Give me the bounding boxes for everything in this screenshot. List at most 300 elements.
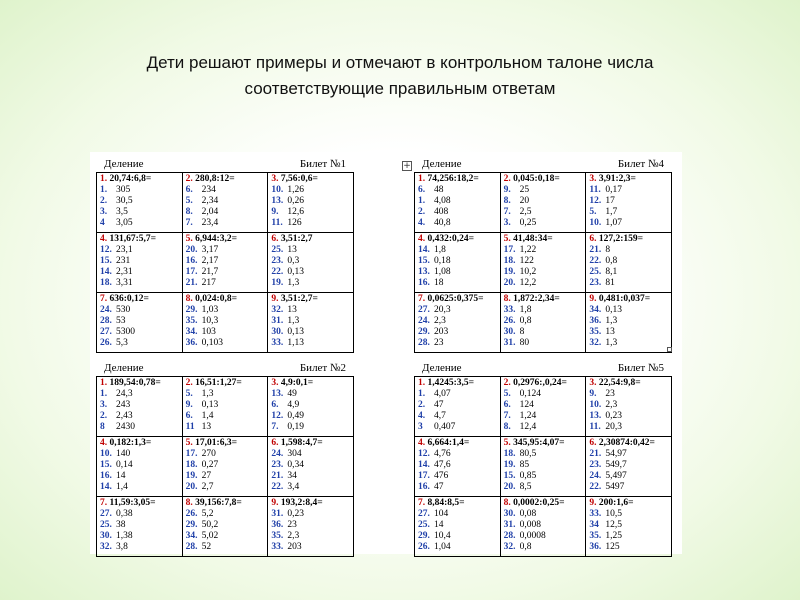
answer-option bbox=[504, 520, 586, 531]
task-number: 4. bbox=[418, 234, 426, 244]
answer-value: 20,3 bbox=[605, 422, 622, 432]
task-expression bbox=[589, 294, 671, 305]
answer-option bbox=[418, 185, 500, 196]
ticket-header bbox=[96, 360, 354, 376]
answer-key: 26. bbox=[418, 542, 430, 552]
answer-value: 2,5 bbox=[519, 207, 532, 217]
answer-key: 36. bbox=[589, 316, 602, 326]
answer-value: 1,3 bbox=[287, 316, 300, 326]
answer-option bbox=[418, 256, 500, 267]
answer-option bbox=[271, 267, 353, 278]
task-expression bbox=[504, 234, 586, 245]
task-cell bbox=[415, 293, 501, 353]
ticket-row bbox=[415, 293, 672, 353]
task-number: 4. bbox=[418, 438, 426, 448]
answer-key: 1. bbox=[100, 185, 108, 195]
answer-option bbox=[100, 400, 182, 411]
answer-value: 4,7 bbox=[434, 411, 446, 421]
task-text: 3,51:2,7= bbox=[280, 294, 318, 304]
answer-key: 30. bbox=[100, 531, 112, 541]
answer-value: 3,17 bbox=[201, 245, 219, 255]
task-expression bbox=[271, 438, 353, 449]
task-expression bbox=[504, 438, 586, 449]
task-cell bbox=[268, 437, 354, 497]
answer-value: 1,04 bbox=[434, 542, 451, 552]
answer-key: 16. bbox=[100, 471, 112, 481]
ticket-header bbox=[96, 156, 354, 172]
answer-value: 0,34 bbox=[287, 460, 304, 470]
task-text: 200:1,6= bbox=[598, 498, 634, 508]
task-cell bbox=[97, 497, 183, 557]
answer-value: 1,4 bbox=[201, 411, 214, 421]
answer-value: 1,8 bbox=[519, 305, 532, 315]
answer-option bbox=[186, 542, 268, 553]
answer-option bbox=[100, 460, 182, 471]
answer-key: 20. bbox=[503, 278, 516, 288]
task-text: 11,59:3,05= bbox=[109, 498, 156, 508]
answer-value: 0,13 bbox=[605, 305, 622, 315]
answer-key: 20. bbox=[503, 482, 516, 492]
answer-key: 22. bbox=[589, 256, 602, 266]
answer-option bbox=[589, 460, 671, 471]
answer-value: 23 bbox=[605, 389, 615, 399]
answer-value: 0,19 bbox=[287, 422, 304, 432]
answer-key: 34. bbox=[185, 327, 198, 337]
answer-value: 2,31 bbox=[116, 267, 133, 277]
answer-option bbox=[418, 531, 500, 542]
answer-key: 20. bbox=[185, 245, 198, 255]
answer-option bbox=[418, 542, 500, 553]
answer-key: 3 bbox=[418, 422, 423, 432]
answer-key: 21. bbox=[185, 278, 198, 288]
answer-value: 0,0008 bbox=[519, 531, 546, 541]
answer-key: 30. bbox=[503, 509, 516, 519]
task-text: 636:0,12= bbox=[109, 294, 149, 304]
answer-key: 7. bbox=[271, 422, 279, 432]
answer-value: 0,23 bbox=[605, 411, 622, 421]
answer-key: 11. bbox=[589, 422, 601, 432]
task-cell bbox=[501, 293, 587, 353]
ticket-row bbox=[97, 233, 354, 293]
answer-value: 1,24 bbox=[519, 411, 537, 421]
answer-option bbox=[418, 278, 500, 289]
answer-option bbox=[271, 531, 353, 542]
answer-key: 17. bbox=[185, 449, 198, 459]
answer-value: 1,22 bbox=[519, 245, 537, 255]
answer-key: 3. bbox=[100, 400, 108, 410]
answer-value: 0,85 bbox=[519, 471, 537, 481]
answer-key: 7. bbox=[185, 218, 193, 228]
answer-option bbox=[271, 278, 353, 289]
answer-option bbox=[589, 245, 671, 256]
answer-key: 23. bbox=[589, 278, 602, 288]
task-cell bbox=[183, 233, 269, 293]
answer-key: 8. bbox=[503, 196, 511, 206]
answer-key: 12. bbox=[271, 411, 284, 421]
answer-option bbox=[504, 196, 586, 207]
answer-option bbox=[271, 482, 353, 493]
answer-option bbox=[418, 411, 500, 422]
ticket-1 bbox=[96, 156, 354, 353]
answer-key: 23. bbox=[589, 460, 602, 470]
answer-key: 13. bbox=[589, 411, 602, 421]
answer-key: 10. bbox=[589, 400, 602, 410]
answer-key: 19. bbox=[503, 460, 516, 470]
answer-key: 2. bbox=[418, 400, 426, 410]
answer-key: 30. bbox=[271, 327, 284, 337]
answer-value: 10,5 bbox=[605, 509, 622, 519]
answer-key: 33. bbox=[503, 305, 516, 315]
answer-key: 11 bbox=[185, 422, 195, 432]
answer-value: 24,3 bbox=[116, 389, 133, 399]
answer-value: 1,03 bbox=[201, 305, 219, 315]
answer-value: 243 bbox=[116, 400, 131, 410]
answer-value: 1,7 bbox=[605, 207, 618, 217]
answer-key: 4 bbox=[100, 218, 105, 228]
task-expression bbox=[186, 294, 268, 305]
answer-value: 8 bbox=[519, 327, 525, 337]
answer-option bbox=[589, 471, 671, 482]
answer-value: 5,02 bbox=[201, 531, 219, 541]
task-expression bbox=[504, 378, 586, 389]
task-number: 2. bbox=[503, 378, 511, 388]
answer-value: 4,9 bbox=[287, 400, 300, 410]
answer-option bbox=[418, 305, 500, 316]
answer-value: 0,124 bbox=[519, 389, 542, 399]
answer-value: 0,26 bbox=[287, 196, 304, 206]
task-expression bbox=[418, 378, 500, 389]
answer-option bbox=[589, 278, 671, 289]
answer-key: 36. bbox=[185, 338, 198, 348]
answer-value: 8,5 bbox=[519, 482, 532, 492]
answer-key: 19. bbox=[503, 267, 516, 277]
answer-key: 8. bbox=[503, 422, 511, 432]
answer-option bbox=[589, 316, 671, 327]
answer-value: 0,13 bbox=[287, 267, 304, 277]
answer-key: 33. bbox=[589, 509, 602, 519]
answer-value: 126 bbox=[287, 218, 302, 228]
move-handle-icon[interactable]: + bbox=[403, 161, 411, 171]
task-text: 131,67:5,7= bbox=[109, 234, 157, 244]
answer-key: 27. bbox=[100, 327, 112, 337]
answer-key: 36. bbox=[271, 520, 284, 530]
answer-key: 21. bbox=[589, 245, 602, 255]
answer-value: 0,08 bbox=[519, 509, 537, 519]
task-cell bbox=[415, 437, 501, 497]
answer-option bbox=[186, 449, 268, 460]
task-expression bbox=[589, 438, 671, 449]
answer-key: 14. bbox=[418, 245, 430, 255]
answer-value: 0,23 bbox=[287, 509, 304, 519]
task-number: 7. bbox=[100, 498, 108, 508]
task-expression bbox=[186, 498, 268, 509]
task-number: 6. bbox=[271, 234, 279, 244]
answer-value: 14 bbox=[116, 471, 126, 481]
answer-value: 203 bbox=[434, 327, 449, 337]
answer-key: 3. bbox=[100, 207, 108, 217]
task-text: 0,045:0,18= bbox=[513, 174, 560, 184]
answer-option bbox=[504, 460, 586, 471]
answer-option bbox=[504, 389, 586, 400]
answer-value: 5300 bbox=[116, 327, 135, 337]
answer-value: 0,17 bbox=[605, 185, 622, 195]
answer-value: 217 bbox=[201, 278, 216, 288]
task-number: 2. bbox=[185, 378, 193, 388]
resize-handle-icon[interactable] bbox=[667, 347, 672, 352]
answer-value: 4,08 bbox=[434, 196, 451, 206]
answer-option bbox=[186, 245, 268, 256]
answer-option bbox=[504, 338, 586, 349]
answer-key: 11. bbox=[271, 218, 283, 228]
task-number: 8. bbox=[185, 294, 193, 304]
task-number: 3. bbox=[271, 174, 279, 184]
answer-value: 1,3 bbox=[287, 278, 300, 288]
task-number: 8. bbox=[185, 498, 193, 508]
answer-value: 10,3 bbox=[201, 316, 219, 326]
answer-value: 10,4 bbox=[434, 531, 451, 541]
answer-key: 12. bbox=[418, 449, 430, 459]
task-text: 0,432:0,24= bbox=[427, 234, 475, 244]
answer-key: 35. bbox=[589, 327, 602, 337]
answer-option bbox=[271, 411, 353, 422]
answer-option bbox=[186, 531, 268, 542]
answer-value: 38 bbox=[116, 520, 126, 530]
answer-value: 103 bbox=[201, 327, 216, 337]
answer-option bbox=[271, 471, 353, 482]
answer-value: 124 bbox=[519, 400, 534, 410]
answer-key: 1. bbox=[100, 389, 108, 399]
answer-value: 0,38 bbox=[116, 509, 133, 519]
answer-option bbox=[589, 305, 671, 316]
answer-key: 17. bbox=[185, 267, 198, 277]
answer-option bbox=[589, 449, 671, 460]
answer-value: 27 bbox=[201, 471, 212, 481]
task-text: 1,4245:3,5= bbox=[427, 378, 475, 388]
answer-value: 3,05 bbox=[116, 218, 133, 228]
task-number: 9. bbox=[271, 498, 279, 508]
answer-value: 12,5 bbox=[605, 520, 622, 530]
task-number: 2. bbox=[185, 174, 193, 184]
answer-key: 33. bbox=[271, 338, 284, 348]
answer-option bbox=[186, 520, 268, 531]
answer-option bbox=[186, 482, 268, 493]
answer-value: 2,17 bbox=[201, 256, 219, 266]
answer-option bbox=[271, 316, 353, 327]
task-number: 1. bbox=[418, 174, 426, 184]
task-expression bbox=[418, 294, 500, 305]
task-cell bbox=[501, 437, 587, 497]
ticket-row bbox=[415, 173, 672, 233]
answer-key: 34. bbox=[185, 531, 198, 541]
answer-option bbox=[271, 196, 353, 207]
ticket-number: Билет №5 bbox=[617, 362, 664, 374]
answer-value: 1,25 bbox=[605, 531, 622, 541]
task-text: 0,2976:,0,24= bbox=[513, 378, 567, 388]
answer-key: 31. bbox=[503, 520, 516, 530]
answer-key: 18. bbox=[100, 278, 112, 288]
answer-value: 48 bbox=[434, 185, 444, 195]
ticket-row bbox=[415, 377, 672, 437]
answer-option bbox=[271, 400, 353, 411]
task-number: 1. bbox=[100, 174, 108, 184]
task-cell bbox=[183, 293, 269, 353]
task-text: 41,48:34= bbox=[513, 234, 553, 244]
answer-value: 80,5 bbox=[519, 449, 537, 459]
answer-key: 23. bbox=[271, 256, 284, 266]
task-text: 0,0002:0,25= bbox=[513, 498, 565, 508]
answer-option bbox=[418, 196, 500, 207]
task-expression bbox=[504, 498, 586, 509]
task-expression bbox=[186, 438, 268, 449]
ticket-row bbox=[97, 497, 354, 557]
task-number: 5. bbox=[185, 234, 193, 244]
task-cell bbox=[415, 497, 501, 557]
answer-option bbox=[186, 389, 268, 400]
task-number: 3. bbox=[271, 378, 279, 388]
answer-value: 1,08 bbox=[434, 267, 451, 277]
answer-value: 0,25 bbox=[519, 218, 537, 228]
answer-option bbox=[186, 327, 268, 338]
task-number: 7. bbox=[418, 294, 426, 304]
answer-option bbox=[589, 338, 671, 349]
answer-option bbox=[504, 422, 586, 433]
answer-option bbox=[100, 422, 182, 433]
answer-value: 3,5 bbox=[116, 207, 128, 217]
answer-key: 16. bbox=[418, 278, 430, 288]
answer-option bbox=[100, 256, 182, 267]
answer-value: 122 bbox=[519, 256, 534, 266]
answer-option bbox=[589, 207, 671, 218]
answer-key: 20. bbox=[185, 482, 198, 492]
task-number: 3. bbox=[589, 174, 597, 184]
answer-option bbox=[100, 218, 182, 229]
answer-key: 15. bbox=[100, 460, 112, 470]
answer-value: 21,7 bbox=[201, 267, 219, 277]
answer-option bbox=[100, 411, 182, 422]
ticket-number: Билет №1 bbox=[299, 158, 346, 170]
answer-option bbox=[100, 509, 182, 520]
answer-key: 29. bbox=[418, 327, 430, 337]
task-expression bbox=[589, 234, 671, 245]
task-expression bbox=[271, 174, 353, 185]
answer-option bbox=[186, 471, 268, 482]
answer-option bbox=[589, 400, 671, 411]
answer-value: 5497 bbox=[605, 482, 625, 492]
answer-option bbox=[100, 327, 182, 338]
answer-option bbox=[100, 389, 182, 400]
answer-option bbox=[504, 267, 586, 278]
task-text: 7,56:0,6= bbox=[280, 174, 318, 184]
answer-key: 32. bbox=[503, 542, 516, 552]
answer-key: 13. bbox=[418, 267, 430, 277]
ticket-grid bbox=[414, 376, 672, 557]
task-text: 6,944:3,2= bbox=[195, 234, 237, 244]
answer-option bbox=[100, 278, 182, 289]
answer-option bbox=[418, 207, 500, 218]
answer-value: 1,4 bbox=[116, 482, 128, 492]
answer-key: 28. bbox=[418, 338, 430, 348]
answer-option bbox=[100, 245, 182, 256]
answer-value: 23 bbox=[287, 520, 297, 530]
answer-option bbox=[271, 245, 353, 256]
task-number: 7. bbox=[418, 498, 426, 508]
answer-option bbox=[186, 185, 268, 196]
task-number: 6. bbox=[589, 438, 597, 448]
answer-option bbox=[100, 542, 182, 553]
task-number: 1. bbox=[100, 378, 108, 388]
task-number: 4. bbox=[100, 234, 108, 244]
ticket-row bbox=[97, 377, 354, 437]
answer-value: 53 bbox=[116, 316, 126, 326]
title-line-2: соответствующие правильным ответам bbox=[244, 79, 556, 98]
answer-key: 27. bbox=[418, 305, 430, 315]
task-cell bbox=[268, 293, 354, 353]
answer-value: 12,4 bbox=[519, 422, 537, 432]
answer-value: 20 bbox=[519, 196, 530, 206]
task-number: 9. bbox=[589, 498, 597, 508]
task-expression bbox=[418, 438, 500, 449]
answer-value: 2,43 bbox=[116, 411, 133, 421]
ticket-subject: Деление bbox=[422, 362, 462, 374]
answer-value: 2,7 bbox=[201, 482, 214, 492]
answer-key: 28. bbox=[503, 531, 516, 541]
answer-value: 408 bbox=[434, 207, 449, 217]
task-text: 0,0625:0,375= bbox=[427, 294, 484, 304]
answer-key: 16. bbox=[418, 482, 430, 492]
task-number: 6. bbox=[271, 438, 279, 448]
answer-key: 3. bbox=[503, 218, 511, 228]
task-cell bbox=[586, 377, 672, 437]
answer-value: 530 bbox=[116, 305, 131, 315]
answer-option bbox=[271, 305, 353, 316]
answer-option bbox=[418, 449, 500, 460]
answer-value: 0,8 bbox=[605, 256, 618, 266]
answer-option bbox=[418, 460, 500, 471]
answer-key: 9. bbox=[503, 185, 511, 195]
task-cell bbox=[183, 377, 269, 437]
answer-option bbox=[589, 185, 671, 196]
answer-option bbox=[186, 267, 268, 278]
answer-value: 18 bbox=[434, 278, 444, 288]
answer-value: 0,14 bbox=[116, 460, 133, 470]
task-text: 3,91:2,3= bbox=[598, 174, 636, 184]
answer-key: 7. bbox=[503, 411, 511, 421]
answer-option bbox=[589, 389, 671, 400]
answer-value: 231 bbox=[116, 256, 131, 266]
answer-value: 5,2 bbox=[201, 509, 214, 519]
task-text: 20,74:6,8= bbox=[109, 174, 152, 184]
answer-key: 5. bbox=[503, 389, 511, 399]
answer-key: 24. bbox=[271, 449, 284, 459]
answer-key: 13. bbox=[271, 196, 284, 206]
answer-option bbox=[589, 256, 671, 267]
answer-option bbox=[418, 316, 500, 327]
answer-option bbox=[504, 482, 586, 493]
task-number: 1. bbox=[418, 378, 426, 388]
task-cell bbox=[97, 233, 183, 293]
answer-value: 23,1 bbox=[116, 245, 133, 255]
answer-value: 30,5 bbox=[116, 196, 133, 206]
answer-option bbox=[271, 422, 353, 433]
task-text: 345,95:4,07= bbox=[513, 438, 565, 448]
answer-option bbox=[418, 327, 500, 338]
answer-option bbox=[271, 327, 353, 338]
answer-value: 1,8 bbox=[434, 245, 446, 255]
answer-value: 0,13 bbox=[287, 327, 304, 337]
answer-key: 1. bbox=[418, 389, 426, 399]
answer-key: 18. bbox=[503, 449, 516, 459]
answer-value: 0,27 bbox=[201, 460, 219, 470]
